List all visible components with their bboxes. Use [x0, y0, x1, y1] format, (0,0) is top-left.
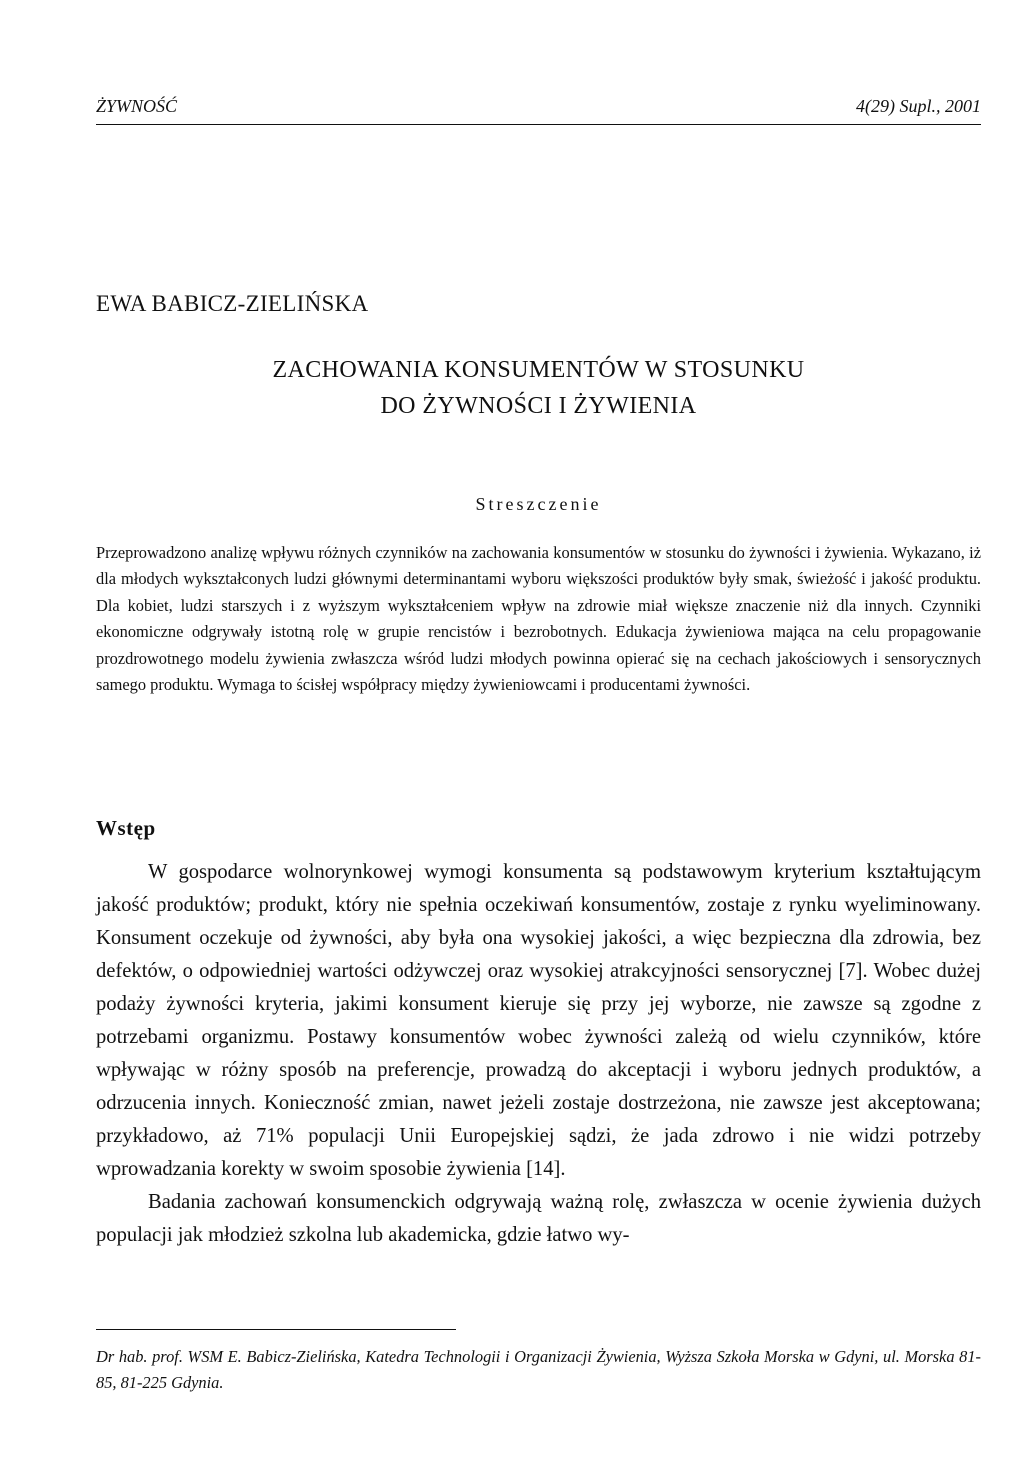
footnote: Dr hab. prof. WSM E. Babicz-Zielińska, Katedra Technologii i Organizacji Żywienia, Wyższa Szkoła Morska w Gdyni, ul. Morska 81-85, 81-225 Gdynia.: [96, 1347, 981, 1392]
abstract-text: Przeprowadzono analizę wpływu różnych czynników na zachowania konsumentów w stosunku do żywności i żywienia. Wykazano, iż dla młodych wykształconych ludzi głównymi determinantami wyboru większości produktów były smak, świeżość i jakość produktu. Dla kobiet, ludzi starszych i z wyższym wykształceniem wpływ na zdrowie miał większe znaczenie niż dla innych. Czynniki ekonomiczne odgrywały istotną rolę w grupie rencistów i bezrobotnych. Edukacja żywieniowa mająca na celu propagowanie prozdrowotnego modelu żywienia zwłaszcza wśród ludzi młodych powinna opierać się na cechach jakościowych i sensorycznych samego produktu. Wymaga to ścisłej współpracy między żywieniowcami i producentami żywności.: [96, 543, 981, 695]
section-heading: Wstęp: [96, 816, 156, 840]
issue-number: 4(29) Supl., 2001: [856, 96, 981, 116]
body-paragraph-2: Badania zachowań konsumenckich odgrywają ważną rolę, zwłaszcza w ocenie żywienia dużych populacji jak młodzież szkolna lub akademicka, gdzie łatwo wy-: [96, 1191, 981, 1246]
paper-title-line-1: ZACHOWANIA KONSUMENTÓW W STOSUNKU: [272, 357, 805, 383]
footnote-rule: [96, 1329, 456, 1330]
paper-title-line-2: DO ŻYWNOŚCI I ŻYWIENIA: [380, 393, 697, 419]
abstract-heading: Streszczenie: [475, 494, 602, 514]
author-name: EWA BABICZ-ZIELIŃSKA: [96, 291, 369, 316]
paper-page: [96, 0, 981, 1460]
journal-name: ŻYWNOŚĆ: [96, 96, 178, 116]
paper-title: [96, 352, 981, 424]
header-rule: [96, 124, 981, 125]
body-text: [96, 856, 981, 1252]
body-paragraph-1: W gospodarce wolnorynkowej wymogi konsumenta są podstawowym kryterium kształtującym jakość produktów; produkt, który nie spełnia oczekiwań konsumentów, zostaje z rynku wyeliminowany. Konsument oczekuje od żywności, aby była ona wysokiej jakości, a więc bezpieczna dla zdrowia, bez defektów, o odpowiedniej wartości odżywczej oraz wysokiej atrakcyjności sensorycznej [7]. Wobec dużej podaży żywności kryteria, jakimi konsument kieruje się przy jej wyborze, nie zawsze są zgodne z potrzebami organizmu. Postawy konsumentów wobec żywności zależą od wielu czynników, które wpływając w różny sposób na preferencje, prowadzą do akceptacji i wyboru jednych produktów, a odrzucenia innych. Konieczność zmian, nawet jeżeli zostaje dostrzeżona, nie zawsze jest akceptowana; przykładowo, aż 71% populacji Unii Europejskiej sądzi, że jada zdrowo i nie widzi potrzeby wprowadzania korekty w swoim sposobie żywienia [14].: [96, 861, 981, 1180]
